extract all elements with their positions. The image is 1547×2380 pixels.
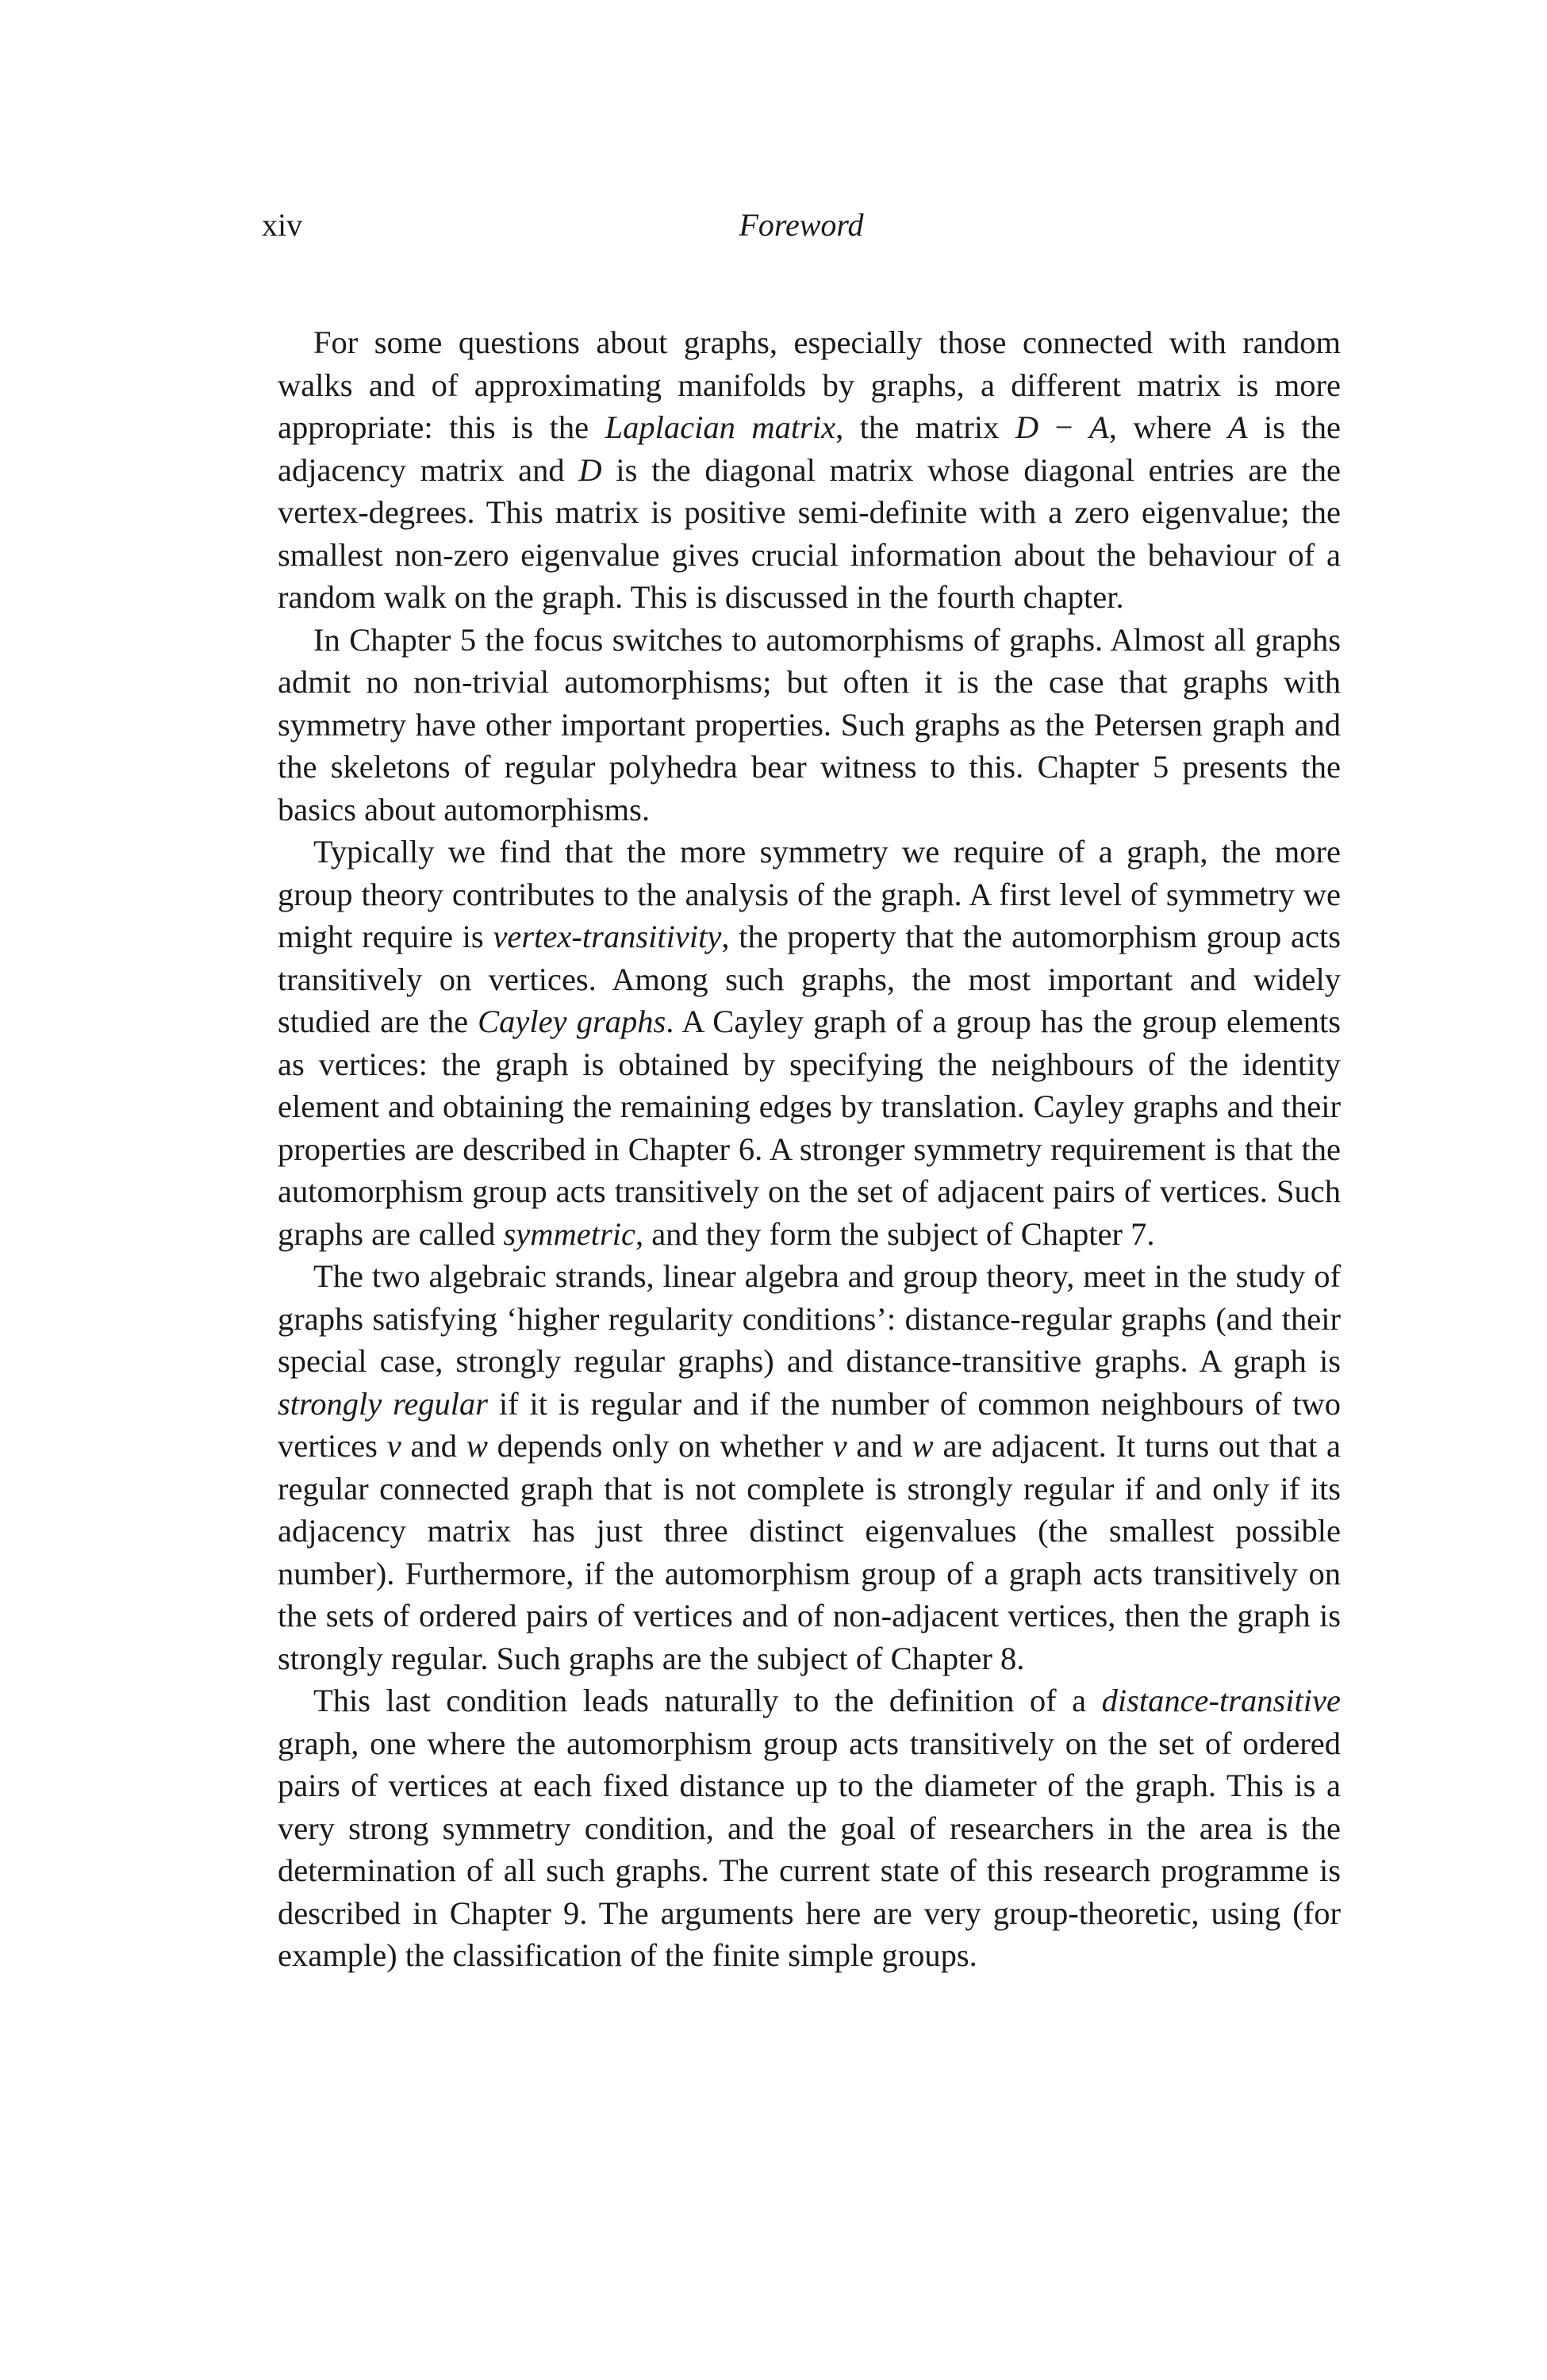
text-segment: distance-transitive: [1101, 1683, 1341, 1718]
text-segment: . A Cayley graph of a group has the group elements as vertices: the graph is obtained by specifying the neighbours of the identity element and obtaining the remaining edges by translation. Cayley graphs and their properties are described in Chapter 6. A stronger symmetry requirement is that the automorphism group acts transitively on the set of adjacent pairs of vertices. Such graphs are called: [278, 1004, 1342, 1252]
text-segment: is the adjacency matrix and: [278, 409, 1342, 488]
text-segment: , where: [1108, 409, 1228, 445]
paragraph-p5: [278, 1679, 1341, 1977]
text-segment: graph, one where the automorphism group acts transitively on the set of ordered pairs of vertices at each fixed distance up to the diameter of the graph. This is a very strong symmetry condition, and the goal of researchers in the area is the determination of all such graphs. The current state of this research programme is described in Chapter 9. The arguments here are very group-theoretic, using (for example) the classification of the finite simple groups.: [278, 1725, 1341, 1973]
text-segment: is the diagonal matrix whose diagonal entries are the vertex-degrees. This matrix is positive semi-definite with a zero eigenvalue; the smallest non-zero eigenvalue gives crucial information about the behaviour of a random walk on the graph. This is discussed in the fourth chapter.: [278, 451, 1341, 615]
text-segment: , the matrix: [835, 409, 1015, 445]
text-segment: D: [1015, 409, 1039, 445]
text-segment: w: [912, 1428, 934, 1464]
text-segment: vertex-transitivity: [493, 919, 722, 954]
text-segment: if it is regular and if the number of common neighbours of two vertices: [278, 1385, 1341, 1464]
text-segment: w: [466, 1428, 488, 1464]
text-segment: The two algebraic strands, linear algebra and group theory, meet in the study of graphs satisfying ‘higher regularity conditions’: distance-regular graphs (and their special case, strongly regular graphs) and distance-transitive graphs. A graph is: [278, 1258, 1341, 1379]
page-header: [262, 202, 1341, 249]
text-segment: For some questions about graphs, especially those connected with random walks and of approximating manifolds by graphs, a different matrix is more appropriate: this is the: [278, 324, 1341, 445]
text-segment: v: [832, 1428, 847, 1464]
text-segment: strongly regular: [278, 1385, 489, 1422]
text-segment: v: [386, 1428, 401, 1464]
paragraph-p1: [278, 321, 1341, 619]
text-segment: A: [1227, 409, 1248, 445]
text-segment: This last condition leads naturally to the definition of a: [313, 1683, 1102, 1718]
text-segment: Cayley graphs: [478, 1004, 666, 1039]
text-segment: A: [1088, 409, 1109, 445]
body-text: [278, 321, 1341, 1977]
text-segment: In Chapter 5 the focus switches to automorphisms of graphs. Almost all graphs admit no non-trivial automorphisms; but often it is the case that graphs with symmetry have other important properties. Such graphs as the Petersen graph and the skeletons of regular polyhedra bear witness to this. Chapter 5 presents the basics about automorphisms.: [278, 621, 1341, 827]
page-number: xiv: [262, 207, 303, 243]
text-segment: Typically we find that the more symmetry we require of a graph, the more group theory contributes to the analysis of the graph. A first level of symmetry we might require is: [278, 834, 1341, 954]
text-segment: and: [846, 1428, 912, 1464]
text-segment: −: [1038, 409, 1089, 445]
running-title: Foreword: [739, 207, 864, 243]
text-segment: Laplacian matrix: [605, 409, 836, 445]
text-segment: D: [578, 451, 602, 488]
text-segment: , and they form the subject of Chapter 7.: [635, 1215, 1155, 1252]
paragraph-p2: [278, 619, 1341, 831]
paragraph-p4: [278, 1255, 1341, 1679]
text-segment: symmetric: [503, 1215, 635, 1252]
text-segment: and: [401, 1428, 466, 1464]
text-segment: , the property that the automorphism group acts transitively on vertices. Among such graphs, the most important and widely studied are the: [278, 919, 1341, 1039]
text-segment: depends only on whether: [487, 1428, 833, 1464]
paragraph-p3: [278, 831, 1341, 1255]
text-segment: are adjacent. It turns out that a regular connected graph that is not complete is strongly regular if and only if its adjacency matrix has just three distinct eigenvalues (the smallest possible number). Furthermore, if the automorphism group of a graph acts transitively on the sets of ordered pairs of vertices and of non-adjacent vertices, then the graph is strongly regular. Such graphs are the subject of Chapter 8.: [278, 1428, 1342, 1676]
